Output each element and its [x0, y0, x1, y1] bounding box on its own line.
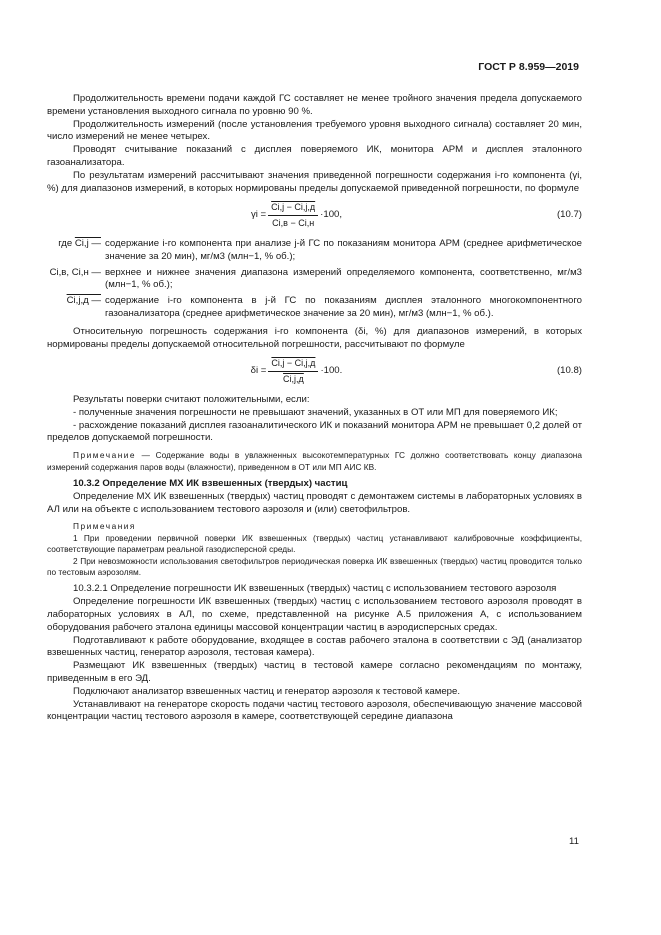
paragraph: Подготавливают к работе оборудование, входящее в состав рабочего эталона в соответствии с ЭД (анализатор взвешенных частиц, генератор аэрозоля, тестовая камера).: [47, 634, 582, 659]
note: 2 При невозможности использования светофильтров периодическая поверка ИК взвешенных (твердых) частиц проводится только по тестовым аэрозолям.: [47, 555, 582, 577]
formula-numerator: Ci,j − Ci,j,д: [268, 357, 318, 372]
formula-fraction: [268, 357, 318, 386]
paragraph: Определение МХ ИК взвешенных (твердых) частиц проводят с демонтажем системы в лабораторных условиях в АЛ или на объекте с использованием тестового аэрозоля и (или) светофильтров.: [47, 490, 582, 515]
formula-number: (10.8): [556, 365, 582, 377]
definition-term: Ci,j,д —: [66, 295, 101, 307]
formula-tail: ·100,: [320, 209, 343, 221]
paragraph: Размещают ИК взвешенных (твердых) частиц в тестовой камере согласно рекомендациям по монтажу, приведенным в его ЭД.: [47, 660, 582, 684]
formula-lhs: γi =: [250, 209, 267, 221]
subsection-heading: 10.3.2.1 Определение погрешности ИК взвешенных (твердых) частиц с использованием тестового аэрозоля: [73, 583, 557, 595]
paragraph: Подключают анализатор взвешенных частиц и генератор аэрозоля к тестовой камере.: [73, 685, 460, 697]
notes-label: Примечания: [73, 521, 136, 532]
page-content: [47, 93, 582, 724]
paragraph: Определение погрешности ИК взвешенных (твердых) частиц с использованием тестового аэрозоля проводят в лабораторных условиях в АЛ, по схеме, представленной на рисунке А.5 приложения А, с использованием оборудования рабочего эталона единицы массовой концентрации частиц в аэродисперсных средах.: [47, 596, 582, 633]
formula-numerator: Ci,j − Ci,j,д: [268, 201, 318, 216]
paragraph: По результатам измерений рассчитывают значения приведенной погрешности содержания i-го компонента (γi, %) для диапазонов измерений, в которых нормированы пределы допускаемой приведенной погрешности, по формуле: [47, 169, 582, 194]
definition-term: Ci,в, Ci,н —: [49, 266, 101, 278]
formula-lhs: δi =: [250, 365, 267, 377]
paragraph: Результаты поверки считают положительными, если:: [73, 393, 310, 405]
where-word: где Ci,j —: [58, 237, 101, 249]
note: 1 При проведении первичной поверки ИК взвешенных (твердых) частиц устанавливают калибровочные коэффициенты, соответствующие параметрам реальной газодисперсной среды.: [47, 532, 582, 555]
paragraph: Продолжительность измерений (после установления требуемого уровня выходного сигнала) составляет 20 мин, число измерений не менее четырех.: [47, 118, 582, 143]
formula-fraction: [268, 201, 318, 230]
note-text: — Содержание воды в увлажненных высокотемпературных ГС должно соответствовать концу диапазона измерений содержания паров воды (влажности), приведенном в ОТ или МП АИС КВ.: [47, 450, 582, 472]
definition-row: [47, 295, 582, 321]
definition-row: [47, 267, 582, 293]
document-header: ГОСТ Р 8.959—2019: [478, 61, 579, 73]
definition-text: содержание i-го компонента при анализе j-й ГС по показаниям монитора АРМ (среднее арифметическое значение за 20 мин), мг/м3 (млн−1, % об.);: [105, 237, 582, 262]
paragraph: Устанавливают на генераторе скорость подачи частиц тестового аэрозоля, обеспечивающую значение массовой концентрации частиц тестового аэрозоля в камере, соответствующей середине диапазона: [47, 698, 582, 723]
formula-10-8: [47, 357, 582, 386]
formula-denominator: Ci,j,д: [283, 374, 304, 385]
formula-number: (10.7): [556, 209, 582, 221]
formula-10-7: [47, 201, 582, 230]
definition-text: содержание i-го компонента в j-й ГС по показаниям дисплея эталонного многокомпонентного газоанализатора (среднее арифметическое значение за 20 мин), мг/м3 (млн−1, % об.).: [105, 295, 582, 319]
paragraph: Проводят считывание показаний с дисплея поверяемого ИК, монитора АРМ и дисплея эталонного газоанализатора.: [47, 144, 582, 168]
note-label: Примечание: [73, 450, 137, 461]
page-number: 11: [569, 836, 579, 847]
definition-row: [47, 238, 582, 264]
paragraph: Относительную погрешность содержания i-го компонента (δi, %) для диапазонов измерений, в которых нормированы пределы допускаемой относительной погрешности, рассчитывают по формуле: [47, 325, 582, 350]
section-heading: 10.3.2 Определение МХ ИК взвешенных (твердых) частиц: [73, 477, 348, 489]
list-item: - полученные значения погрешности не превышают значений, указанных в ОТ или МП для поверяемого ИК;: [73, 406, 558, 418]
paragraph: Продолжительность времени подачи каждой ГС составляет не менее тройного значения предела допускаемого времени установления выходного сигнала по уровню 90 %.: [47, 93, 582, 117]
definition-text: верхнее и нижнее значения диапазона измерений определяемого компонента, соответственно, мг/м3 (млн−1, % об.);: [105, 266, 582, 291]
formula-denominator: Ci,в − Ci,н: [272, 218, 315, 229]
list-item: - расхождение показаний дисплея газоаналитического ИК и показаний монитора АРМ не превышает 0,2 долей от пределов допускаемой погрешности.: [47, 419, 582, 444]
note: [47, 450, 582, 473]
formula-tail: ·100.: [320, 365, 343, 377]
